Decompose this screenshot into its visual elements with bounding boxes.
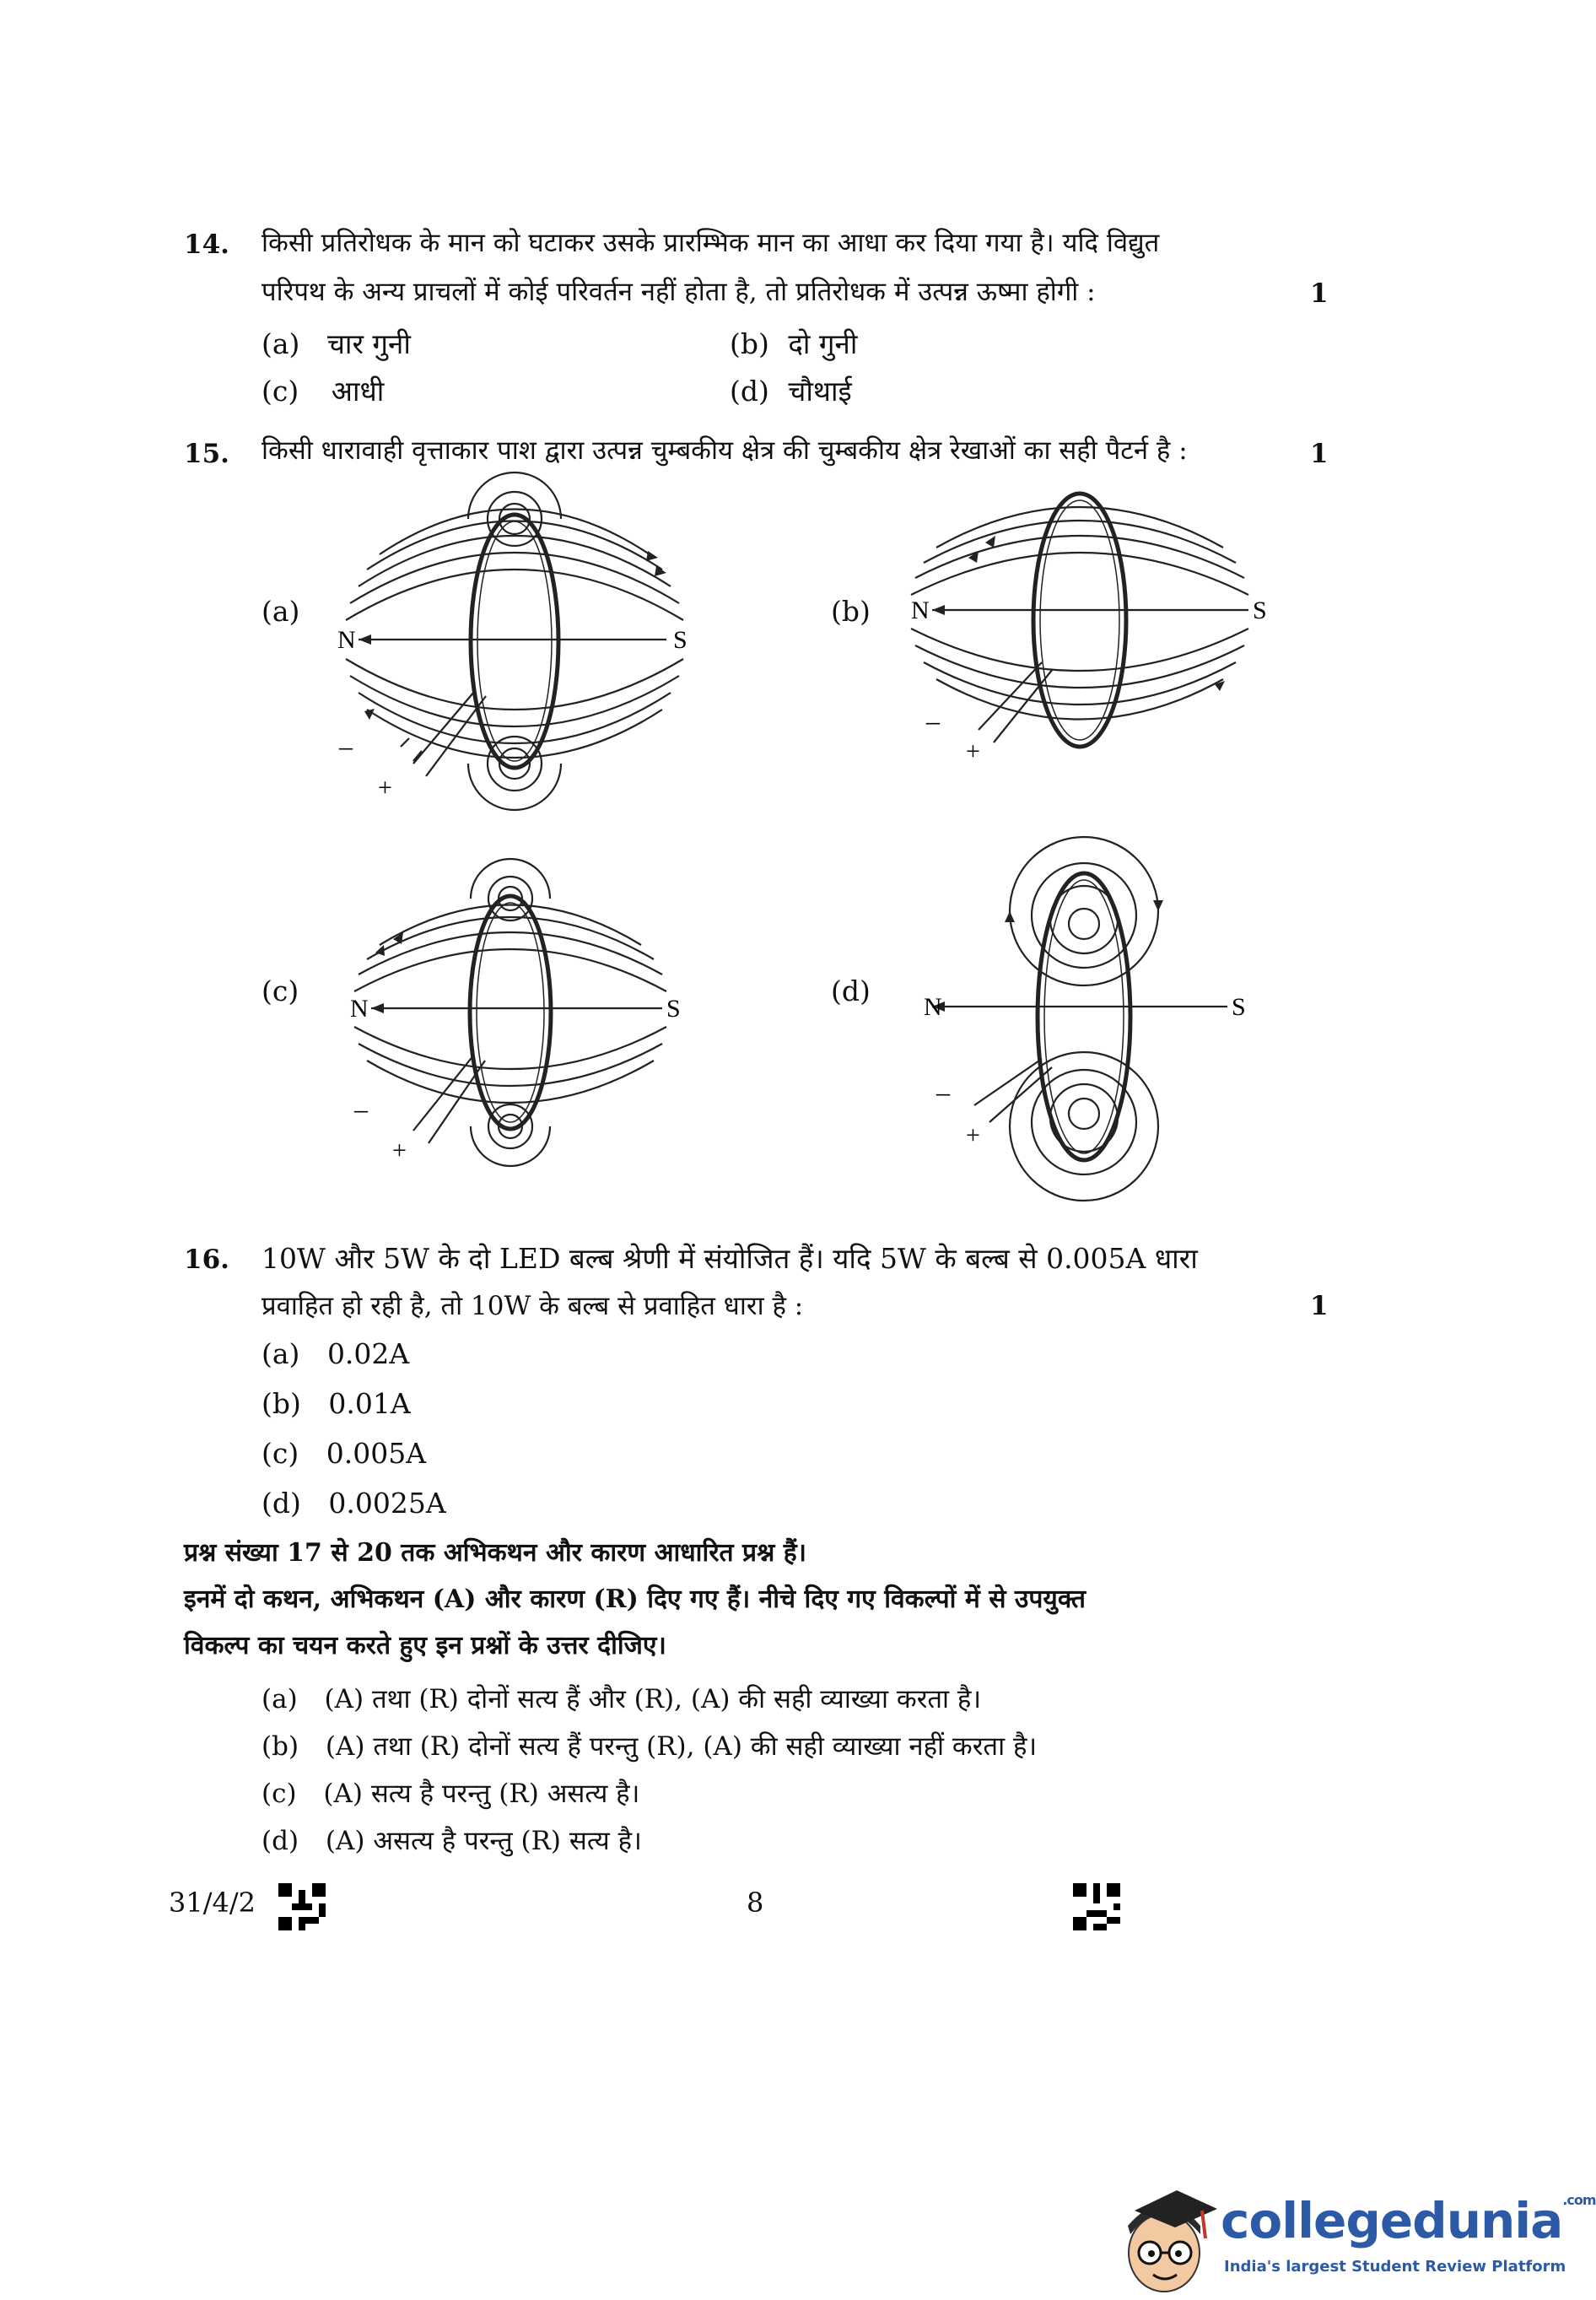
figure-a-plus: + [378, 774, 392, 802]
instructions-option-a [262, 1681, 981, 1716]
figure-b-plus: + [966, 737, 980, 765]
logo-tagline: India's largest Student Review Platform [1224, 2258, 1566, 2276]
option-text: 0.005A [326, 1437, 427, 1470]
instructions-option-c [262, 1775, 639, 1811]
q14-line1: किसी प्रतिरोधक के मान को घटाकर उसके प्रारम्भिक मान का आधा कर दिया गया है। यदि विद्युत [262, 228, 1160, 258]
option-label: (b) [730, 327, 769, 360]
option-text: आधी [331, 375, 385, 408]
option-label: (c) [262, 1437, 299, 1470]
option-text: चौथाई [788, 375, 852, 408]
instructions-option-d [262, 1822, 642, 1858]
collegedunia-logo[interactable] [1118, 2175, 1596, 2300]
figure-a-minus: – [339, 731, 353, 761]
q16-option-a [262, 1337, 409, 1370]
q14-number: 14. [184, 229, 229, 260]
option-label: (d) [262, 1826, 299, 1856]
q15-number: 15. [184, 439, 229, 469]
option-text: (A) असत्य है परन्तु (R) सत्य है। [325, 1826, 642, 1856]
figure-a-south: S [673, 626, 687, 654]
figure-a-north: N [337, 626, 356, 654]
option-label: (b) [262, 1387, 301, 1420]
figure-c-north: N [350, 995, 369, 1023]
figure-b-north: N [911, 597, 930, 624]
q14-option-d [730, 371, 852, 409]
figure-c-plus: + [392, 1137, 407, 1164]
option-label: (a) [262, 1684, 298, 1714]
page-number: 8 [747, 1887, 764, 1919]
instructions-line3: विकल्प का चयन करते हुए इन प्रश्नों के उत्तर दीजिए। [184, 1631, 666, 1660]
mascot-icon [1118, 2175, 1219, 2300]
option-text: दो गुनी [788, 327, 858, 360]
q16-option-b [262, 1387, 411, 1420]
figure-d-minus: – [936, 1077, 950, 1107]
figure-d-south: S [1232, 993, 1246, 1021]
option-label: (b) [262, 1731, 299, 1762]
paper-code: 31/4/2 [169, 1887, 256, 1919]
q16-option-d [262, 1487, 446, 1520]
q16-marks: 1 [1310, 1291, 1329, 1321]
option-text: (A) तथा (R) दोनों सत्य हैं परन्तु (R), (A) की सही व्याख्या नहीं करता है। [325, 1731, 1038, 1762]
option-text: (A) तथा (R) दोनों सत्य हैं और (R), (A) की सही व्याख्या करता है। [324, 1684, 982, 1714]
figure-c-minus: – [354, 1093, 368, 1124]
option-text: (A) सत्य है परन्तु (R) असत्य है। [323, 1779, 640, 1809]
option-text: 0.0025A [328, 1487, 446, 1520]
figure-b-label: (b) [831, 595, 871, 628]
figure-c-south: S [666, 995, 681, 1023]
q14-option-a [262, 324, 411, 362]
option-label: (a) [262, 1337, 300, 1370]
option-text: 0.01A [328, 1387, 411, 1420]
option-label: (d) [262, 1487, 301, 1520]
q14-option-c [262, 371, 384, 409]
q14-line2: परिपथ के अन्य प्राचलों में कोई परिवर्तन नहीं होता है, तो प्रतिरोधक में उत्पन्न ऊष्मा होगी : [262, 277, 1096, 307]
figure-b-south: S [1253, 597, 1267, 624]
figure-c-label: (c) [262, 975, 299, 1007]
option-label: (c) [262, 375, 299, 408]
option-text: 0.02A [326, 1337, 410, 1370]
figure-b-minus: – [926, 705, 940, 736]
figure-a-diagram [321, 485, 709, 806]
figure-b-diagram [894, 485, 1282, 764]
q16-option-c [262, 1437, 426, 1470]
option-label: (a) [262, 327, 300, 360]
logo-brand: collegedunia$^{.com}$ [1221, 2192, 1596, 2249]
qr-code-left-icon [278, 1883, 326, 1930]
figure-d-plus: + [966, 1121, 980, 1149]
figure-c-diagram [329, 865, 700, 1169]
option-text: चार गुनी [326, 327, 411, 360]
q16-line2: प्रवाहित हो रही है, तो 10W के बल्ब से प्रवाहित धारा है : [262, 1291, 804, 1321]
q14-marks: 1 [1310, 278, 1329, 309]
instructions-option-b [262, 1728, 1037, 1763]
instructions-line1: प्रश्न संख्या 17 से 20 तक अभिकथन और कारण आधारित प्रश्न हैं। [184, 1538, 807, 1568]
q14-option-b [730, 324, 857, 362]
option-label: (d) [730, 375, 769, 408]
qr-code-right-icon [1073, 1883, 1120, 1930]
q16-line1: 10W और 5W के दो LED बल्ब श्रेणी में संयोजित हैं। यदि 5W के बल्ब से 0.005A धारा [262, 1242, 1198, 1275]
option-label: (c) [262, 1779, 297, 1809]
q15-line1: किसी धारावाही वृत्ताकार पाश द्वारा उत्पन्न चुम्बकीय क्षेत्र की चुम्बकीय क्षेत्र रेखाओं का सही पैटर्न है : [262, 435, 1188, 466]
q16-number: 16. [184, 1244, 229, 1275]
logo-suffix: .com [1562, 2192, 1596, 2208]
q15-marks: 1 [1310, 439, 1329, 469]
instructions-line2: इनमें दो कथन, अभिकथन (A) और कारण (R) दिए गए हैं। नीचे दिए गए विकल्पों में से उपयुक्त [184, 1585, 1086, 1614]
figure-d-diagram [907, 831, 1261, 1202]
figure-a-label: (a) [262, 595, 300, 628]
figure-d-north: N [924, 993, 942, 1021]
figure-d-label: (d) [831, 975, 871, 1007]
